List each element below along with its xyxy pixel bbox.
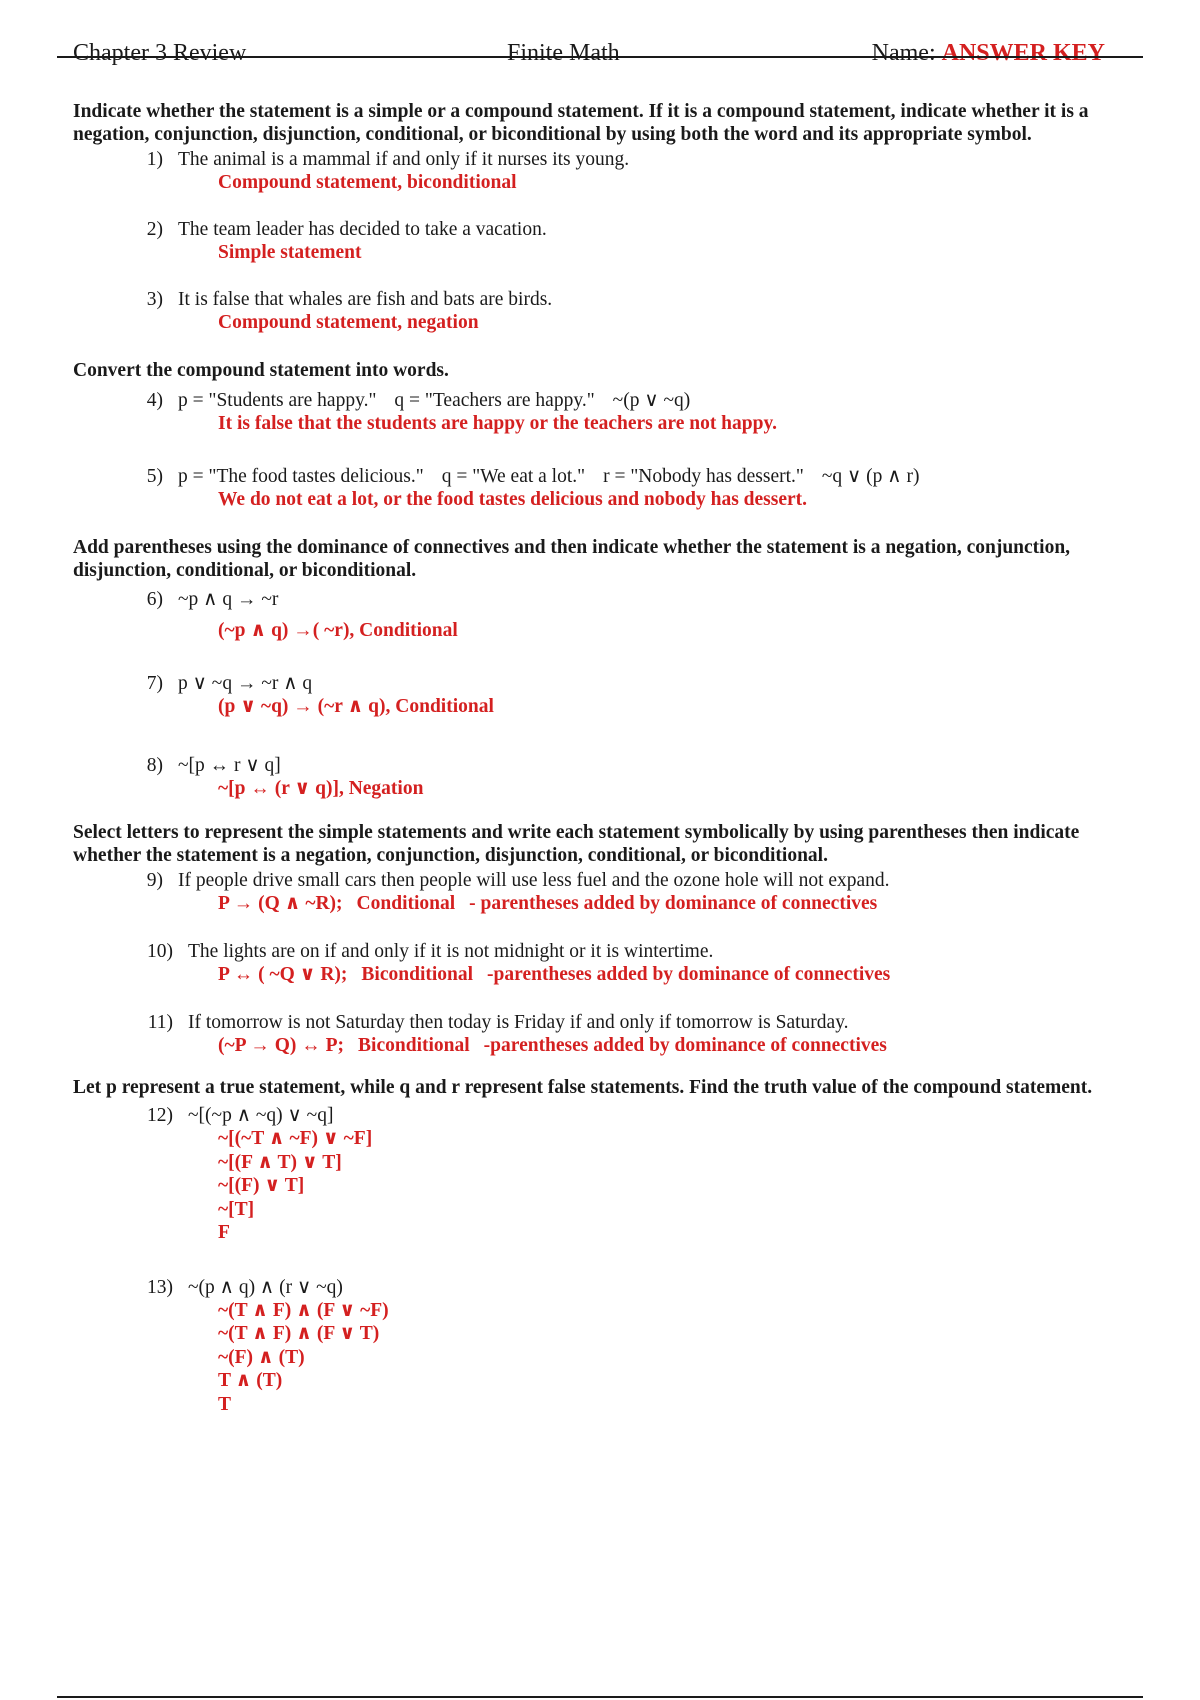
header-name xyxy=(872,40,1105,67)
question-text: ~(p ∧ q) ∧ (r ∨ ~q) xyxy=(188,1276,343,1298)
section5-instruction: Let p represent a true statement, while q and r represent false statements. Find the truth value of the compound statement. xyxy=(73,1077,1093,1098)
question-1 xyxy=(73,148,1133,194)
question-text: If tomorrow is not Saturday then today is Friday if and only if tomorrow is Saturday. xyxy=(188,1012,849,1033)
expression: ~q ∨ (p ∧ r) xyxy=(821,466,920,487)
answer: ~[p ↔ (r ∨ q)], Negation xyxy=(218,778,424,799)
solution-step: ~[(F ∧ T) ∨ T] xyxy=(218,1151,342,1173)
solution-step: ~(T ∧ F) ∧ (F ∨ ~F) xyxy=(218,1299,389,1321)
question-6 xyxy=(73,588,1133,642)
question-number: 1) xyxy=(146,149,163,170)
answer-type: Biconditional xyxy=(358,1035,470,1056)
question-number: 3) xyxy=(146,289,163,310)
solution-step: T ∧ (T) xyxy=(218,1370,283,1391)
question-text: It is false that whales are fish and bats are birds. xyxy=(178,289,553,310)
answer-expression: P → (Q ∧ ~R); xyxy=(218,893,343,914)
answer-note: -parentheses added by dominance of connectives xyxy=(487,964,891,985)
question-5 xyxy=(73,465,1133,511)
solution-step: ~(F) ∧ (T) xyxy=(218,1346,305,1368)
q-definition: q = "Teachers are happy." xyxy=(394,390,595,411)
question-number: 7) xyxy=(146,673,163,694)
solution-step: ~[(F) ∨ T] xyxy=(218,1175,305,1196)
solution-result: F xyxy=(218,1222,230,1243)
question-text: ~[p ↔ r ∨ q] xyxy=(178,755,281,776)
question-7 xyxy=(73,672,1133,718)
question-10 xyxy=(73,940,1133,986)
question-number: 9) xyxy=(146,870,163,891)
question-number: 10) xyxy=(147,941,173,962)
answer-expression: P ↔ ( ~Q ∨ R); xyxy=(218,964,348,985)
question-11 xyxy=(73,1011,1133,1057)
answer-key-label: ANSWER KEY xyxy=(941,40,1105,66)
question-text xyxy=(73,389,1133,412)
solution-result: T xyxy=(218,1393,232,1415)
question-4 xyxy=(73,389,1133,435)
question-2 xyxy=(73,218,1133,264)
question-9 xyxy=(73,869,1133,915)
section4-instruction: Select letters to represent the simple statements and write each statement symbolically by using parentheses then indicate whether the statement is a negation, conjunction, disjunction, conditional, or biconditional. xyxy=(73,822,1080,866)
solution-step: ~(T ∧ F) ∧ (F ∨ T) xyxy=(218,1323,380,1344)
answer: Compound statement, negation xyxy=(218,312,479,333)
header-rule xyxy=(57,56,1143,58)
answer xyxy=(73,892,1133,915)
answer xyxy=(73,1034,1133,1057)
expression: ~(p ∨ ~q) xyxy=(612,390,691,411)
question-number: 5) xyxy=(146,466,163,487)
section1-instruction: Indicate whether the statement is a simple or a compound statement. If it is a compound statement, indicate whether it is a negation, conjunction, disjunction, conditional, or biconditional by using both the word and its appropriate symbol. xyxy=(73,101,1089,145)
question-text: ~[(~p ∧ ~q) ∨ ~q] xyxy=(188,1105,334,1126)
question-text: The team leader has decided to take a vacation. xyxy=(178,219,547,240)
section3-instruction: Add parentheses using the dominance of connectives and then indicate whether the statement is a negation, conjunction, disjunction, conditional, or biconditional. xyxy=(73,537,1071,581)
answer: (~p ∧ q) →( ~r), Conditional xyxy=(218,620,458,641)
question-text: The lights are on if and only if it is not midnight or it is wintertime. xyxy=(188,941,714,962)
answer: It is false that the students are happy or the teachers are not happy. xyxy=(218,413,778,434)
question-number: 8) xyxy=(146,755,163,776)
question-number: 13) xyxy=(147,1276,173,1298)
r-definition: r = "Nobody has dessert." xyxy=(603,466,804,487)
question-12 xyxy=(73,1104,1133,1245)
question-number: 4) xyxy=(146,390,163,411)
question-text: The animal is a mammal if and only if it nurses its young. xyxy=(178,149,630,170)
answer: (p ∨ ~q) → (~r ∧ q), Conditional xyxy=(218,696,494,717)
header-chapter: Chapter 3 Review xyxy=(73,40,247,66)
answer xyxy=(73,963,1133,986)
answer-expression: (~P → Q) ↔ P; xyxy=(218,1035,345,1056)
question-text xyxy=(73,465,1133,488)
footer-rule xyxy=(57,1696,1143,1698)
answer: Simple statement xyxy=(218,242,362,263)
question-8 xyxy=(73,754,1133,800)
question-3 xyxy=(73,288,1133,334)
answer: Compound statement, biconditional xyxy=(218,172,517,193)
p-definition: p = "Students are happy." xyxy=(178,390,377,411)
section2-instruction: Convert the compound statement into words. xyxy=(73,360,449,381)
name-label: Name: xyxy=(871,40,936,66)
question-text: If people drive small cars then people will use less fuel and the ozone hole will not expand. xyxy=(178,870,890,891)
question-number: 6) xyxy=(146,589,163,610)
question-text: p ∨ ~q → ~r ∧ q xyxy=(178,673,313,694)
answer: We do not eat a lot, or the food tastes delicious and nobody has dessert. xyxy=(218,489,808,510)
answer-type: Conditional xyxy=(356,893,456,914)
question-number: 12) xyxy=(147,1105,173,1126)
question-number: 11) xyxy=(147,1012,173,1033)
worksheet-content xyxy=(73,100,1133,1416)
solution-step: ~[T] xyxy=(218,1198,255,1220)
header-course: Finite Math xyxy=(507,40,620,66)
question-number: 2) xyxy=(146,219,163,240)
page-header xyxy=(57,40,1143,70)
answer-note: - parentheses added by dominance of connectives xyxy=(469,893,878,914)
answer-note: -parentheses added by dominance of connectives xyxy=(483,1035,887,1056)
solution-step: ~[(~T ∧ ~F) ∨ ~F] xyxy=(218,1128,373,1149)
question-13 xyxy=(73,1276,1133,1417)
p-definition: p = "The food tastes delicious." xyxy=(178,466,424,487)
q-definition: q = "We eat a lot." xyxy=(441,466,586,487)
question-text: ~p ∧ q → ~r xyxy=(178,589,279,610)
answer-type: Biconditional xyxy=(361,964,474,985)
